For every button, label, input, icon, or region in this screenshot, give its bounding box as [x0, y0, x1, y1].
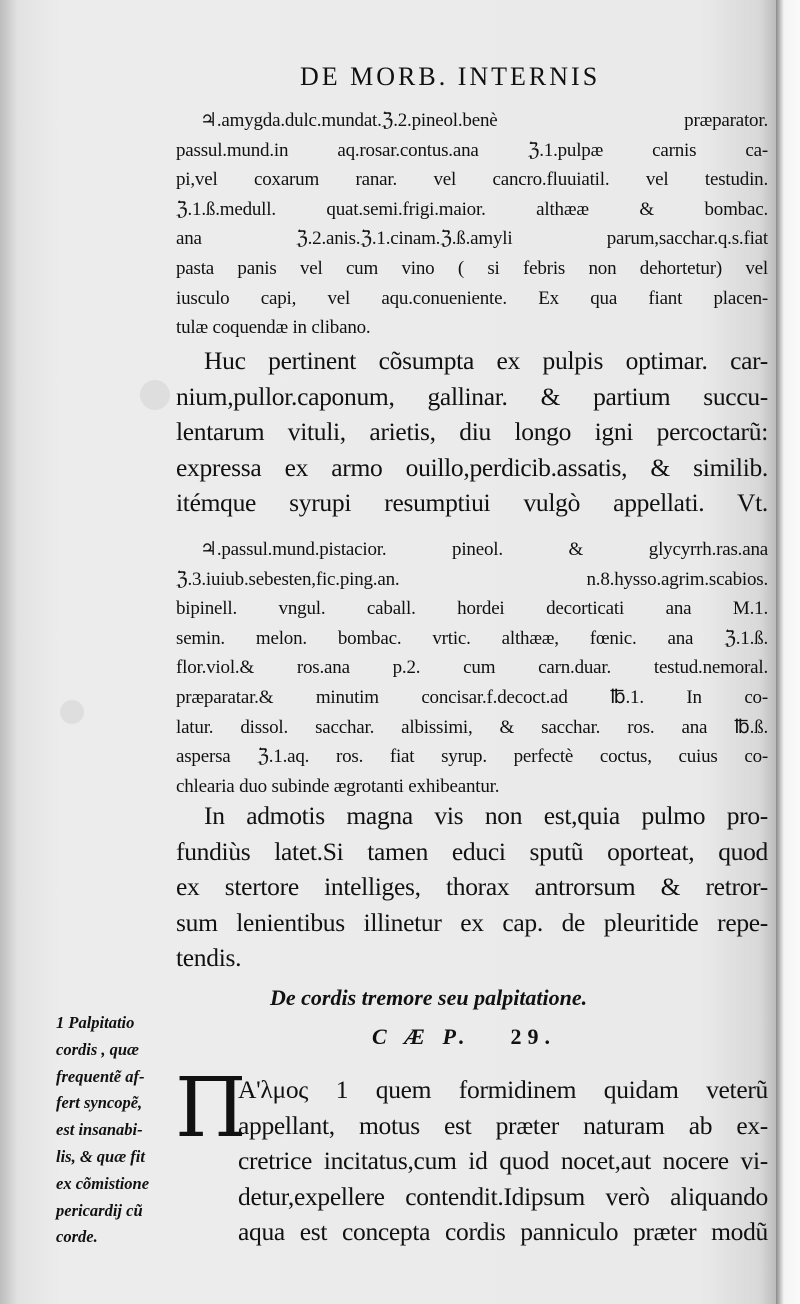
recipe-block-2 [176, 535, 768, 801]
paragraph-2 [176, 798, 768, 976]
chapter-heading [372, 1024, 556, 1050]
paper-stain [140, 380, 170, 410]
margin-note-line: cordis , quæ [56, 1039, 139, 1059]
chapter-label: C Æ P. [372, 1024, 471, 1049]
text-line: detur,expellere contendit.Idipsum verò aliquando [238, 1181, 768, 1211]
chapter-title: De cordis tremore seu palpitatione. [270, 985, 588, 1010]
text-line: aqua est concepta cordis panniculo præter modũ [238, 1217, 768, 1246]
text-line: fundiùs latet.Si tamen educi sputũ oporteat, quod [176, 836, 768, 866]
chapter-number: 29. [510, 1024, 557, 1049]
margin-note-line: 1 Palpitatio [56, 1013, 135, 1032]
text-line: cretrice incitatus,cum id quod nocet,aut nocere vi- [238, 1146, 768, 1175]
text-line: expressa ex armo ouillo,perdicib.assatis, & similib. [176, 452, 768, 482]
text-line: passul.mund.in aq.rosar.contus.ana ℨ.1.pulpæ carnis ca- [176, 139, 768, 161]
text-line: semin. melon. bombac. vrtic. althææ, fœnic. ana ℨ.1.ß. [176, 627, 768, 649]
paper-stain [60, 700, 84, 724]
text-line: ex stertore intelliges, thorax antrorsum & retror- [176, 872, 768, 901]
text-line: ℨ.3.iuiub.sebesten,fic.ping.an. n.8.hysso.agrim.scabios. [176, 568, 768, 590]
running-head: DE MORB. INTERNIS [300, 62, 601, 91]
page-edge [776, 0, 800, 1304]
margin-note-line: fert syncopẽ, [56, 1093, 143, 1113]
margin-note-line: ex cõmistione [56, 1173, 150, 1193]
recipe-block-1 [176, 106, 768, 343]
text-line: appellant, motus est præter naturam ab ex- [238, 1110, 768, 1140]
text-line: tulæ coquendæ in clibano. [176, 317, 371, 339]
paragraph-1 [176, 343, 768, 521]
text-line: bipinell. vngul. caball. hordei decorticati ana M.1. [176, 598, 768, 620]
margin-note-line: frequentẽ af- [56, 1066, 145, 1086]
text-line: nium,pullor.caponum, gallinar. & partium succu- [176, 381, 768, 411]
chapter-paragraph [238, 1072, 768, 1250]
margin-note-line: corde. [56, 1227, 98, 1247]
text-line: ℨ.1.ß.medull. quat.semi.frigi.maior. althææ & bombac. [176, 198, 768, 220]
text-line: flor.viol.& ros.ana p.2. cum carn.duar. testud.nemoral. [176, 657, 768, 679]
margin-note-line: pericardij cũ [56, 1200, 143, 1220]
text-line: pasta panis vel cum vino ( si febris non dehortetur) vel [176, 257, 768, 279]
text-line: latur. dissol. sacchar. albissimi, & sacchar. ros. ana ℔.ß. [176, 716, 768, 738]
text-line: ♃.amygda.dulc.mundat.ℨ.2.pineol.benè præparator. [200, 110, 768, 131]
text-line: lentarum vituli, arietis, diu longo igni percoctarũ: [176, 417, 768, 446]
text-line: chlearia duo subinde ægrotanti exhibeantur. [176, 775, 500, 797]
text-line: pi,vel coxarum ranar. vel cancro.fluuiatil. vel testudin. [176, 169, 768, 191]
drop-capital: Π [175, 1061, 247, 1156]
text-line: præparatar.& minutim concisar.f.decoct.ad ℔.1. In co- [176, 686, 768, 708]
text-line: A'λμος 1 quem formidinem quidam veterũ [238, 1075, 768, 1104]
margin-note-line: lis, & quæ fit [56, 1146, 145, 1166]
text-line: ana ℨ.2.anis.ℨ.1.cinam.ℨ.ß.amyli parum,sacchar.q.s.fiat [176, 228, 768, 250]
text-line: itémque syrupi resumptiui vulgò appellati. Vt. [176, 488, 768, 517]
text-line: In admotis magna vis non est,quia pulmo pro- [204, 801, 768, 830]
text-line: iusculo capi, vel aqu.conueniente. Ex qua fiant placen- [176, 287, 768, 309]
text-line: sum lenientibus illinetur ex cap. de pleuritide repe- [176, 907, 768, 937]
text-line: Huc pertinent cõsumpta ex pulpis optimar. car- [204, 346, 768, 375]
text-line: aspersa ℨ.1.aq. ros. fiat syrup. perfectè coctus, cuius co- [176, 746, 768, 768]
text-line: ♃.passul.mund.pistacior. pineol. & glycyrrh.ras.ana [200, 539, 768, 560]
margin-note [56, 1010, 186, 1251]
text-line: tendis. [176, 943, 242, 972]
margin-note-line: est insanabi- [56, 1120, 143, 1140]
